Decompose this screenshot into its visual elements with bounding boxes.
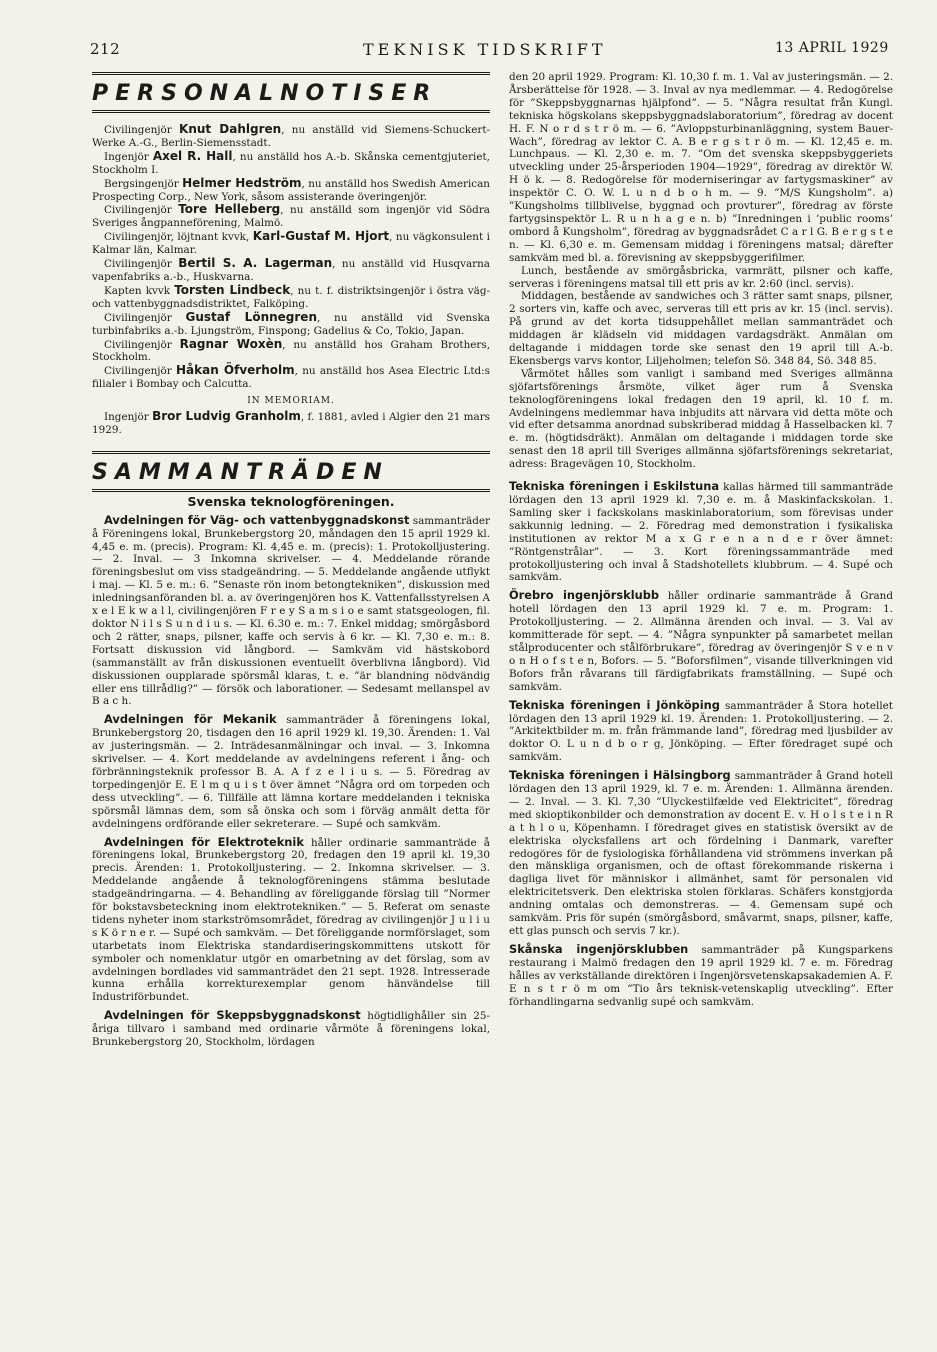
person-name: Axel R. Hall	[152, 148, 233, 163]
person-name: Bror Ludvig Granholm	[152, 409, 301, 424]
meeting-entry: Skånska ingenjörsklubben sammanträder på Kungsparkens restaurang i Malmö fredagen den 19 april 1929 kl. 7 e. m. Föredrag hålles av verkställande direktören i Ingenjörsvetenskapsakademien A. F. E n s t r ö m om ”Tio års teknisk-vetenskaplig utveckling”. Efter förhandlingarna sedvanlig supé och samkväm.	[509, 941, 893, 1008]
memoriam-heading: IN MEMORIAM.	[247, 396, 335, 407]
person-name: Karl-Gustaf M. Hjort	[252, 229, 390, 244]
organization-name: Avdelningen för Skeppsbyggnadskonst	[104, 1008, 361, 1023]
meeting-entry: Avdelningen för Elektroteknik håller ordinarie sammanträde å föreningens lokal, Brunkebergstorg 20, fredagen den 19 april kl. 19,30 precis. Ärenden: 1. Protokolljustering. — 2. Inkomna skrivelser. — 3. Meddelande angående å teknologföreningens stämma beslutade stadgeändringarna. — 4. Behandling av föreliggande förslag till ”Normer för bokstavsbeteckning inom elektrotekniken.” — 5. Referat om senaste tidens nyheter inom starkströmsområdet, föredrag av civilingenjör J u l i u s K ö r n e r. — Supé och samkväm. — Det föreliggande normförslaget, som utarbetats inom Elektriska standardiseringskommittens utskott för symboler och nomenklatur utgör en omarbetning av det förslag, som av avdelningen bordlades vid sammanträdet den 21 sept. 1928. Intresserade kunna erhålla korrekturexemplar genom hänvändelse till Industriförbundet.	[92, 834, 490, 1004]
personal-note: Civilingenjör Bertil S. A. Lagerman, nu anställd vid Husqvarna vapenfabriks a.-b., Huskvarna.	[92, 256, 490, 283]
personal-note: Bergsingenjör Helmer Hedström, nu anställd hos Swedish American Prospecting Corp., New York, såsom assisterande överingenjör.	[92, 175, 490, 203]
person-name: Knut Dahlgren	[179, 122, 282, 136]
person-name: Helmer Hedström	[182, 175, 302, 190]
personal-note: Civilingenjör Knut Dahlgren, nu anställd vid Siemens-Schuckert-Werke A.-G., Berlin-Siemensstadt.	[92, 122, 490, 149]
rule-bottom	[92, 489, 490, 492]
person-name: Ragnar Woxèn	[179, 336, 283, 351]
personal-note: Civilingenjör Håkan Öfverholm, nu anställd hos Asea Electric Ltd:s filialer i Bombay och Calcutta.	[92, 363, 490, 391]
person-name: Bertil S. A. Lagerman	[178, 256, 333, 271]
continued-paragraph: den 20 april 1929. Program: Kl. 10,30 f. m. 1. Val av justeringsmän. — 2. Årsberättelse för 1928. — 3. Inval av nya medlemmar. — 4. Redogörelse för ”Skeppsbyggnarnas hjälpfond”. — 5. ”Några resultat från Kungl. tekniska högskolans skeppsbyggnadslaboratorium”, föredrag av docent H. F. N o r d s t r ö m. — 6. ”Avloppsturbinanläggning, system Bauer-Wach”, föredrag av lektor C. A. B e r g s t r ö m. — Kl. 12,45 e. m. Lunchpaus. — Kl. 2,30 e. m. 7. ”Om det svenska skeppsbyggeriets utveckling under 25-årsperioden 1904—1929”, föredrag av direktör W. H ö k. — 8. Redogörelse för moderniseringar av fartygsmaskiner” av inspektör C. O. W. L u n d b o h m. — 9. ”M/S Kungsholm”. a) ”Kungsholms tillblivelse, byggnad och provturer”, föredrag av förste fartygsinspektör L. R u n h a g e n. b) ”Inredningen i ’public rooms’ ombord å Kungsholm”, föredrag av byggnadsrådet C a r l G. B e r g s t e n. — Kl. 6,30 e. m. Gemensam middag i föreningens matsal; därefter samkväm med bl. a. förevisning av skeppsbyggerifilmer.	[509, 71, 893, 264]
organization-name: Avdelningen för Väg- och vattenbyggnadskonst	[104, 512, 410, 527]
personal-note: Civilingenjör Tore Helleberg, nu anställd som ingenjör vid Södra Sveriges ångpanneförening, Malmö.	[92, 202, 490, 230]
organization-name: Skånska ingenjörsklubben	[509, 941, 689, 956]
meeting-entry: Avdelningen för Skeppsbyggnadskonst högtidlighåller sin 25-åriga tillvaro i samband med ordinarie vårmöte å föreningens lokal, Brunkebergstorg 20, Stockholm, lördagen	[92, 1008, 490, 1049]
personal-note: Kapten kvvk Torsten Lindbeck, nu t. f. distriktsingenjör i östra väg- och vattenbyggnadsdistriktet, Falköping.	[92, 282, 490, 310]
person-name: Tore Helleberg	[178, 202, 281, 217]
organization-name: Tekniska föreningen i Hälsingborg	[509, 768, 731, 783]
journal-title: TEKNISK TIDSKRIFT	[363, 40, 607, 59]
personal-note: Civilingenjör Ragnar Woxèn, nu anställd hos Graham Brothers, Stockholm.	[92, 336, 490, 364]
personal-note: Civilingenjör, löjtnant kvvk, Karl-Gustaf M. Hjort, nu vägkonsulent i Kalmar län, Kalmar.	[92, 229, 490, 257]
meetings-title: SAMMANTRÄDEN	[92, 459, 389, 485]
society-heading: Svenska teknologföreningen.	[187, 493, 395, 509]
person-name: Gustaf Lönnegren	[185, 309, 317, 324]
personal-notes-title: PERSONALNOTISER	[92, 81, 438, 106]
organization-name: Tekniska föreningen i Eskilstuna	[509, 479, 720, 494]
meeting-entry: Tekniska föreningen i Hälsingborg sammanträder å Grand hotell lördagen den 13 april 1929, kl. 7 e. m. Ärenden: 1. Allmänna ärenden. — 2. Inval. — 3. Kl. 7,30 ”Ulyckestilfælde ved Elektricitet”, föredrag med skioptikonbilder och demonstration av docent E. v. H o l s t e i n R a t h l o u, Köpenhamn. I föredraget gives en statistisk översikt av de elektriska olycksfallens art och fördelning i Danmark, varefter redogöres för de fysiologiska förhållandena vid strömmens inverkan på den mänskliga organismen, och de oftast förekommande riskerna i dagliga livet för människor i allmänhet, samt för personalen vid elektricitetsverk. Den elektriska stolen förklaras. Schäfers konstgjorda andning omtalas och demonstreras. — 4. Gemensam supé och samkväm. Pris för supén (smörgåsbord, småvarmt, snaps, pilsner, kaffe, ett glas punsch och servis 7 kr.).	[509, 768, 893, 937]
organization-name: Tekniska föreningen i Jönköping	[509, 697, 720, 712]
personal-notes-list	[92, 123, 490, 391]
memoriam-note: Ingenjör Bror Ludvig Granholm, f. 1881, avled i Algier den 21 mars 1929.	[92, 409, 490, 436]
rule-bottom	[92, 110, 490, 113]
page-number: 212	[90, 40, 121, 58]
meeting-entry: Avdelningen för Väg- och vattenbyggnadskonst sammanträder å Föreningens lokal, Brunkebergstorg 20, måndagen den 15 april 1929 kl. 4,45 e. m. (precis). Program: Kl. 4,45 e. m. (precis): 1. Protokolljustering. — 2. Inval. — 3 Inkomna skrivelser. — 4. Meddelande rörande föreningsbeslut om viss stadgeändring. — 5. Meddelande angående utflykt i maj. — Kl. 5 e. m.: 6. ”Senaste rön inom betongtekniken”, diskussion med inledningsanföranden bl. a. av överingenjören hos K. Vattenfallsstyrelsen A x e l E k w a l l, civilingenjören F r e y S a m s i o e samt statsgeologen, fil. doktor N i l s S u n d i u s. — Kl. 6.30 e. m.: 7. Enkel middag; smörgåsbord och 2 rätter, snaps, pilsner, kaffe och servis à 6 kr. — Kl. 7,30 e. m.: 8. Fortsatt diskussion vid långbord. — Samkväm vid hästskobord (sammanställt av från diskussionen eventuellt överblivna långbord). Vid diskussionen oupplarade spörsmål klaras, t. e. ”är blandning nödvändig eller ens tillrådlig?” — försök och laborationer. — Sedesamt mellanspel av B a c h.	[92, 512, 490, 708]
meeting-entry: Tekniska föreningen i Eskilstuna kallas härmed till sammanträde lördagen den 13 april 1929 kl. 7,30 e. m. å Maskinfackskolan. 1. Samling sker i fackskolans maskinlaboratorium, som förevisas under sakkunnig ledning. — 2. Föredrag med demonstration i fysikaliska institutionen av rektor M a x G r e n a n d e r över ämnet: ”Röntgenstrålar”. — 3. Kort föreningssammanträde med protokolljustering och inval å Stadshotellets klubbrum. — 4. Supé och samkväm.	[509, 479, 893, 584]
body-paragraph: Vårmötet hålles som vanligt i samband med Sveriges allmänna sjöfartsförenings årsmöte, vilket äger rum å Svenska teknologföreningens lokal fredagen den 19 april, kl. 10 f. m. Avdelningens medlemmar hava inbjudits att närvara vid detta möte och vid efter detsamma anordnad subskriberad middag å Hasselbacken kl. 7 e. m. (högtidsdräkt). Anmälan om deltagande i middagen torde ske senast den 18 april till Sveriges allmänna sjöfartsförenings sekretariat, adress: Bragevägen 10, Stockholm.	[509, 367, 893, 471]
organization-name: Avdelningen för Mekanik	[104, 712, 277, 727]
right-column	[509, 71, 893, 1340]
organization-name: Örebro ingenjörsklubb	[509, 588, 660, 603]
body-paragraph: Lunch, bestående av smörgåsbricka, varmrätt, pilsner och kaffe, serveras i föreningens matsal till ett pris av kr. 2:60 (incl. servis).	[509, 264, 893, 290]
organization-name: Avdelningen för Elektroteknik	[104, 834, 304, 849]
issue-date: 13 APRIL 1929	[775, 40, 889, 56]
meeting-entry: Tekniska föreningen i Jönköping sammanträder å Stora hotellet lördagen den 13 april 1929 kl. 19. Ärenden: 1. Protokolljustering. — 2. ”Arkitektbilder m. m. från främmande land”, föredrag med ljusbilder av doktor O. L u n d b o r g, Jönköping. — Efter föredraget supé och samkväm.	[509, 697, 893, 764]
person-name: Håkan Öfverholm	[176, 363, 295, 378]
left-column	[92, 72, 490, 1340]
meeting-entry: Avdelningen för Mekanik sammanträder å föreningens lokal, Brunkebergstorg 20, tisdagen den 16 april 1929 kl. 19,30. Ärenden: 1. Val av justeringsmän. — 2. Inträdesanmälningar och inval. — 3. Inkomna skrivelser. — 4. Kort meddelande av avdelningens referent i ång- och förbränningsteknik professor B. A. A f z e l i u s. — 5. Föredrag av torpedingenjör E. E l m q u i s t över ämnet ”Några ord om torpeden och dess utveckling”. — 6. Tillfälle att lämna kortare meddelanden i tekniska spörsmål lämnas dem, som så önska och som i förväg anmält detta för avdelningens ordförande eller sekreterare. — Supé och samkväm.	[92, 712, 490, 830]
person-name: Torsten Lindbeck	[174, 282, 291, 297]
body-paragraph: Middagen, bestående av sandwiches och 3 rätter samt snaps, pilsner, 2 sorters vin, kaffe och avec, serveras till ett pris av kr. 15 (incl. servis). På grund av det korta tidsuppehållet mellan sammanträdet och middagen är klädseln vid middagen vardagsdräkt. Anmälan om deltagande i middagen torde ske senast den 19 april till A.-b. Ekensbergs varvs kontor, Liljeholmen; telefon Sö. 348 84, Sö. 348 85.	[509, 290, 893, 367]
meeting-entry: Örebro ingenjörsklubb håller ordinarie sammanträde å Grand hotell lördagen den 13 april 1929 kl. 7 e. m. Program: 1. Protokolljustering. — 2. Allmänna ärenden och inval. — 3. Val av kommitterade för sept. — 4. ”Några synpunkter på samarbetet mellan stålproducenter och stålförbrukare”, föredrag av överingenjör S v e n v o n H o f s t e n, Bofors. — 5. ”Boforsfilmen”, visande tillverkningen vid Bofors från råvarans till färdigfabrikats framställning. — Supé och samkväm.	[509, 588, 893, 693]
personal-note: Ingenjör Axel R. Hall, nu anställd hos A.-b. Skånska cementgjuteriet, Stockholm I.	[92, 148, 490, 176]
personal-note: Civilingenjör Gustaf Lönnegren, nu anställd vid Svenska turbinfabriks a.-b. Ljungström, Finspong; Gadelius & Co, Tokio, Japan.	[92, 309, 490, 337]
